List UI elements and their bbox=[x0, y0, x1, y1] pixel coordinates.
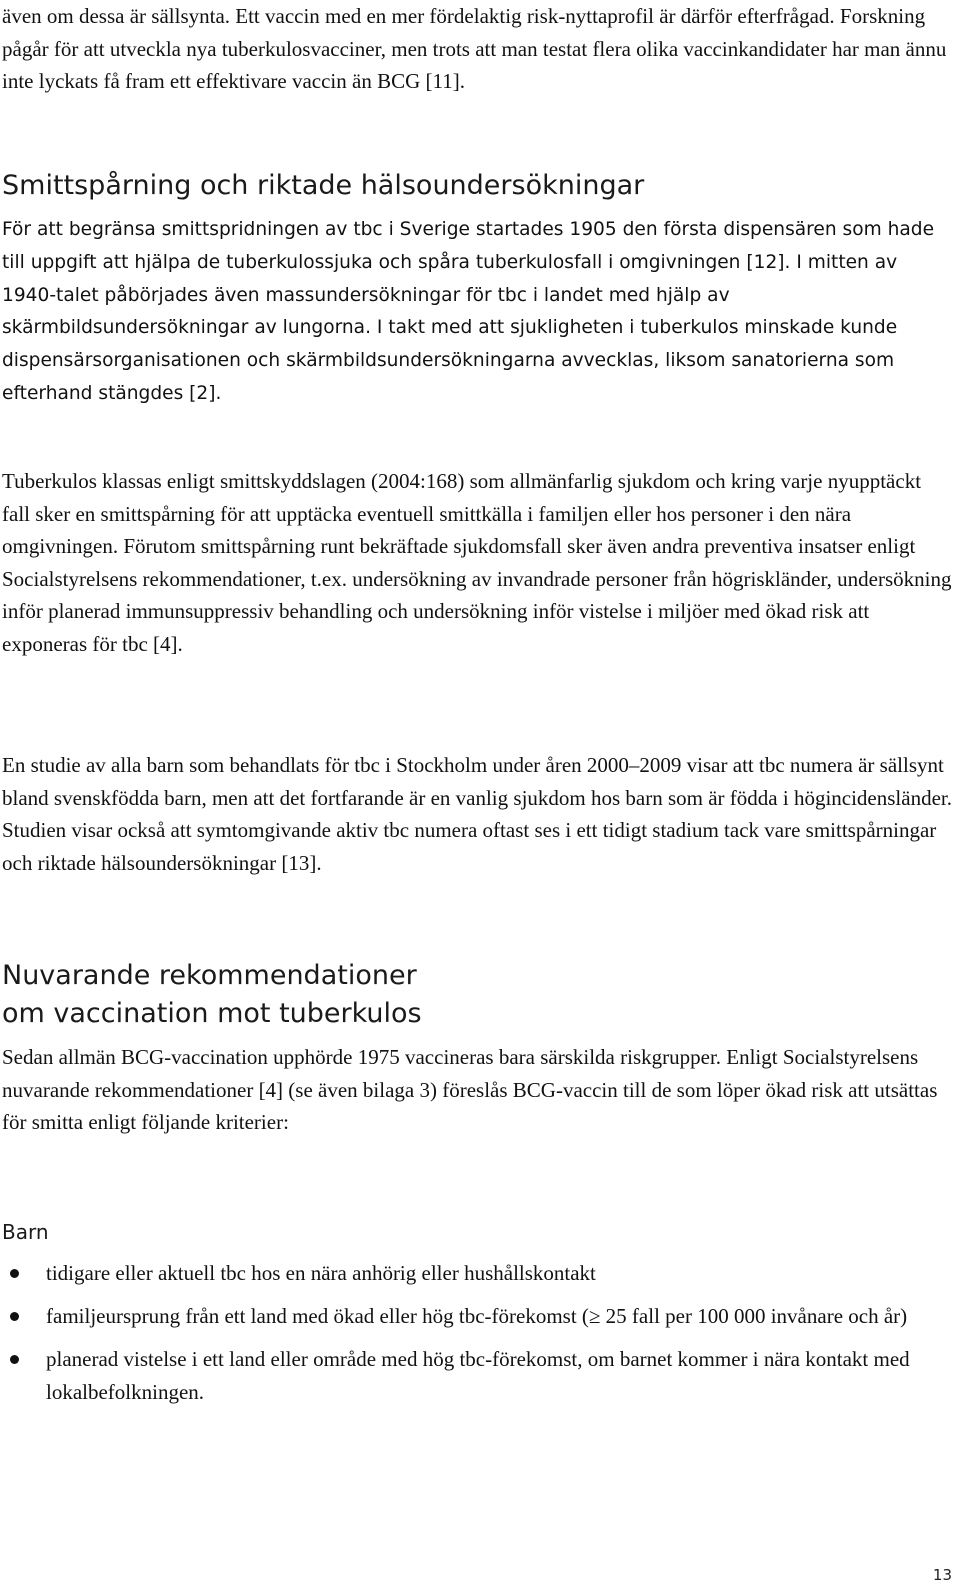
sedan-paragraph: Sedan allmän BCG-vaccination upphörde 1975 vaccineras bara särskilda riskgrupper. Enligt Socialstyrelsens nuvarande rekommendationer [4] (se även bilaga 3) föreslås BCG-vaccin till de som löper ökad risk att utsättas för smitta enligt följande kriterier: bbox=[2, 1045, 938, 1135]
list-item-text: familjeursprung från ett land med ökad eller hög tbc-förekomst (≥ 25 fall per 100 000 invånare och år) bbox=[46, 1304, 908, 1328]
section-heading-nuvarande-line2: om vaccination mot tuberkulos bbox=[2, 998, 422, 1029]
list-item bbox=[0, 1300, 950, 1333]
smittsparning-paragraph: För att begränsa smittspridningen av tbc i Sverige startades 1905 den första dispensären som hade till uppgift att hjälpa de tuberkulossjuka och spåra tuberkulosfall i omgivningen [12]. I mitten av 1940-talet påbörjades även massundersökningar för tbc i landet med hjälp av skärmbildsundersökningar av lungorna. I takt med att sjukligheten i tuberkulos minskade kunde dispensärsorganisationen och skärmbildsundersökningarna avvecklas, liksom sanatorierna som efterhand stängdes [2]. bbox=[2, 219, 935, 404]
bullet-icon bbox=[10, 1312, 19, 1321]
bullet-icon bbox=[10, 1269, 19, 1278]
list-item-text: tidigare eller aktuell tbc hos en nära anhörig eller hushållskontakt bbox=[46, 1261, 596, 1285]
list-item bbox=[0, 1343, 950, 1409]
section-heading-nuvarande-line1: Nuvarande rekommendationer bbox=[2, 960, 417, 991]
criteria-list bbox=[0, 1257, 950, 1409]
subheading-barn: Barn bbox=[2, 1220, 49, 1244]
klassas-paragraph: Tuberkulos klassas enligt smittskyddslagen (2004:168) som allmänfarlig sjukdom och kring varje nyupptäckt fall sker en smittspårning för att upptäcka eventuell smittkälla i familjen eller hos personer i den nära omgivningen. Förutom smittspårning runt bekräftade sjukdomsfall sker även andra preventiva insatser enligt Socialstyrelsens rekommendationer, t.ex. undersökning av invandrade personer från högriskländer, undersökning inför planerad immunsuppressiv behandling och undersökning inför vistelse i miljöer med ökad risk att exponeras för tbc [4]. bbox=[2, 469, 952, 656]
list-item-text: planerad vistelse i ett land eller område med hög tbc-förekomst, om barnet kommer i nära kontakt med lokalbefolkningen. bbox=[46, 1347, 910, 1404]
section-heading-smittsparning: Smittspårning och riktade hälsoundersökningar bbox=[2, 170, 645, 201]
studie-paragraph: En studie av alla barn som behandlats för tbc i Stockholm under åren 2000–2009 visar att tbc numera är sällsynt bland svenskfödda barn, men att det fortfarande är en vanlig sjukdom hos barn som är födda i högincidensländer. Studien visar också att symtomgivande aktiv tbc numera oftast ses i ett tidigt stadium tack vare smittspårningar och riktade hälsoundersökningar [13]. bbox=[2, 753, 952, 875]
page-number: 13 bbox=[932, 1566, 952, 1584]
intro-paragraph: även om dessa är sällsynta. Ett vaccin med en mer fördelaktig risk-nyttaprofil är därför efterfrågad. Forskning pågår för att utveckla nya tuberkulosvacciner, men trots att man testat flera olika vaccinkandidater har man ännu inte lyckats få fram ett effektivare vaccin än BCG [11]. bbox=[2, 4, 947, 94]
list-item bbox=[0, 1257, 950, 1290]
bullet-icon bbox=[10, 1355, 19, 1364]
